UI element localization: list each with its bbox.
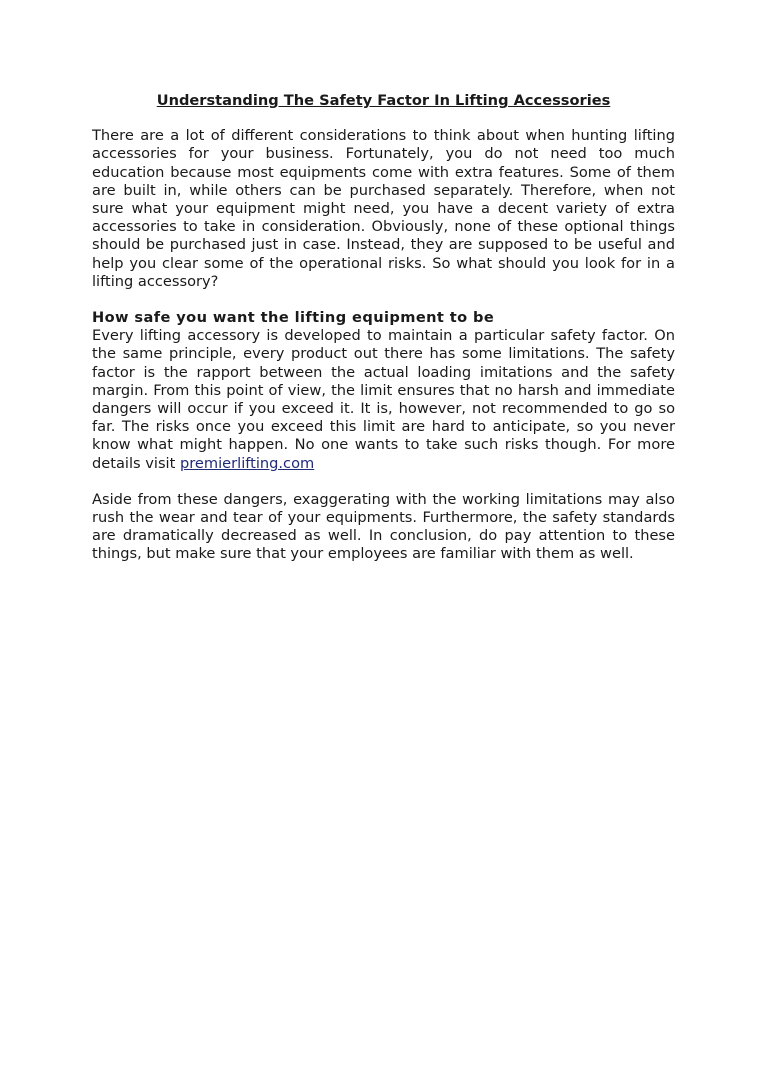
safety-section	[92, 309, 675, 473]
document-title: Understanding The Safety Factor In Lifting Accessories	[156, 92, 611, 109]
section-paragraph	[92, 327, 675, 473]
section-paragraph-text: Every lifting accessory is developed to maintain a particular safety factor. On the same principle, every product out there has some limitations. The safety factor is the rapport between the actual loading imitations and the safety margin. From this point of view, the limit ensures that no harsh and immediate dangers will occur if you exceed it. It is, however, not recommended to go so far. The risks once you exceed this limit are hard to anticipate, so you never know what might happen. No one wants to take such risks though. For more details visit	[92, 327, 675, 472]
section-heading: How safe you want the lifting equipment to be	[92, 309, 495, 327]
closing-paragraph: Aside from these dangers, exaggerating with the working limitations may also rush the wear and tear of your equipments. Furthermore, the safety standards are dramatically decreased as well. In conclusion, do pay attention to these things, but make sure that your employees are familiar with them as well.	[92, 490, 675, 563]
document-body	[92, 92, 675, 582]
intro-paragraph: There are a lot of different considerations to think about when hunting lifting accessories for your business. Fortunately, you do not need too much education because most equipments come with extra features. Some of them are built in, while others can be purchased separately. Therefore, when not sure what your equipment might need, you have a decent variety of extra accessories to take in consideration. Obviously, none of these optional things should be purchased just in case. Instead, they are supposed to be useful and help you clear some of the operational risks. So what should you look for in a lifting accessory?	[92, 127, 675, 290]
premierlifting-link[interactable]: premierlifting.com	[179, 454, 315, 472]
